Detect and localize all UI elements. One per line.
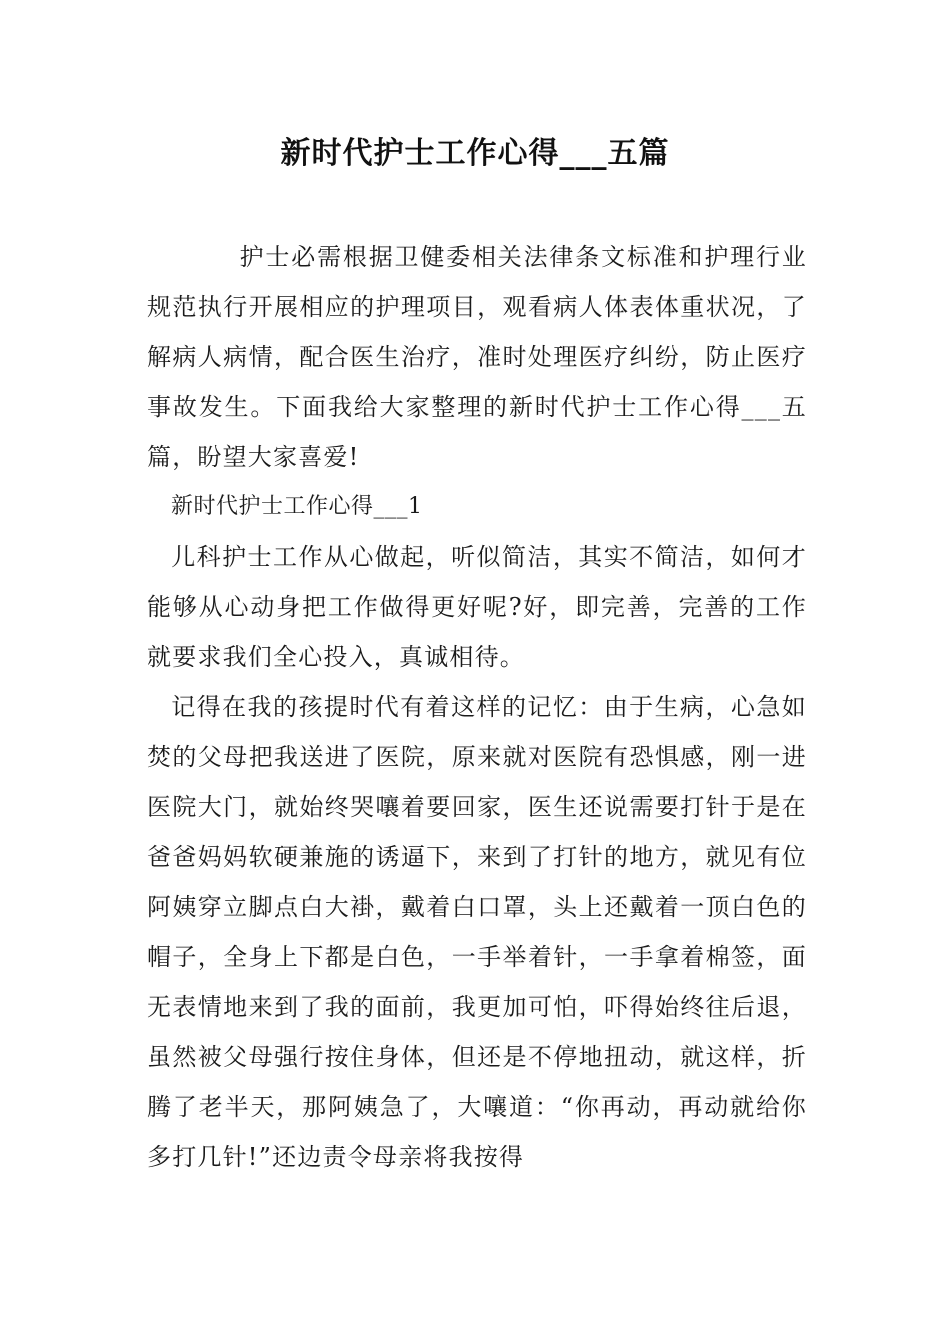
body-paragraph-2-text: 记得在我的孩提时代有着这样的记忆：由于生病，心急如焚的父母把我送进了医院，原来就对医院有恐惧感，刚一进医院大门，就始终哭嚷着要回家，医生还说需要打针于是在爸爸妈妈软硬兼施的诱逼下，来到了打针的地方，就见有位阿姨穿立脚点白大褂，戴着白口罩，头上还戴着一顶白色的帽子，全身上下都是白色，一手举着针，一手拿着棉签，面无表情地来到了我的面前，我更加可怕，吓得始终往后退，虽然被父母强行按住身体，但还是不停地扭动，就这样，折腾了老半天，那阿姨急了，大嚷道：“你再动，再动就给你多打几针!”还边责令母亲将我按得 (147, 693, 807, 1171)
body-paragraph-1-text: 儿科护士工作从心做起，听似简洁，其实不简洁，如何才能够从心动身把工作做得更好呢?好，即完善，完善的工作就要求我们全心投入，真诚相待。 (147, 543, 807, 671)
document-title: 新时代护士工作心得___五篇 (280, 136, 670, 171)
body-paragraph-1 (147, 532, 807, 682)
body-paragraph-2 (147, 682, 807, 1182)
section-heading (147, 482, 807, 532)
section-heading-text: 新时代护士工作心得___1 (171, 494, 423, 519)
intro-paragraph (147, 232, 807, 482)
intro-text: 护士必需根据卫健委相关法律条文标准和护理行业规范执行开展相应的护理项目，观看病人体表体重状况，了解病人病情，配合医生治疗，准时处理医疗纠纷，防止医疗事故发生。下面我给大家整理的新时代护士工作心得___五篇，盼望大家喜爱! (147, 243, 807, 471)
